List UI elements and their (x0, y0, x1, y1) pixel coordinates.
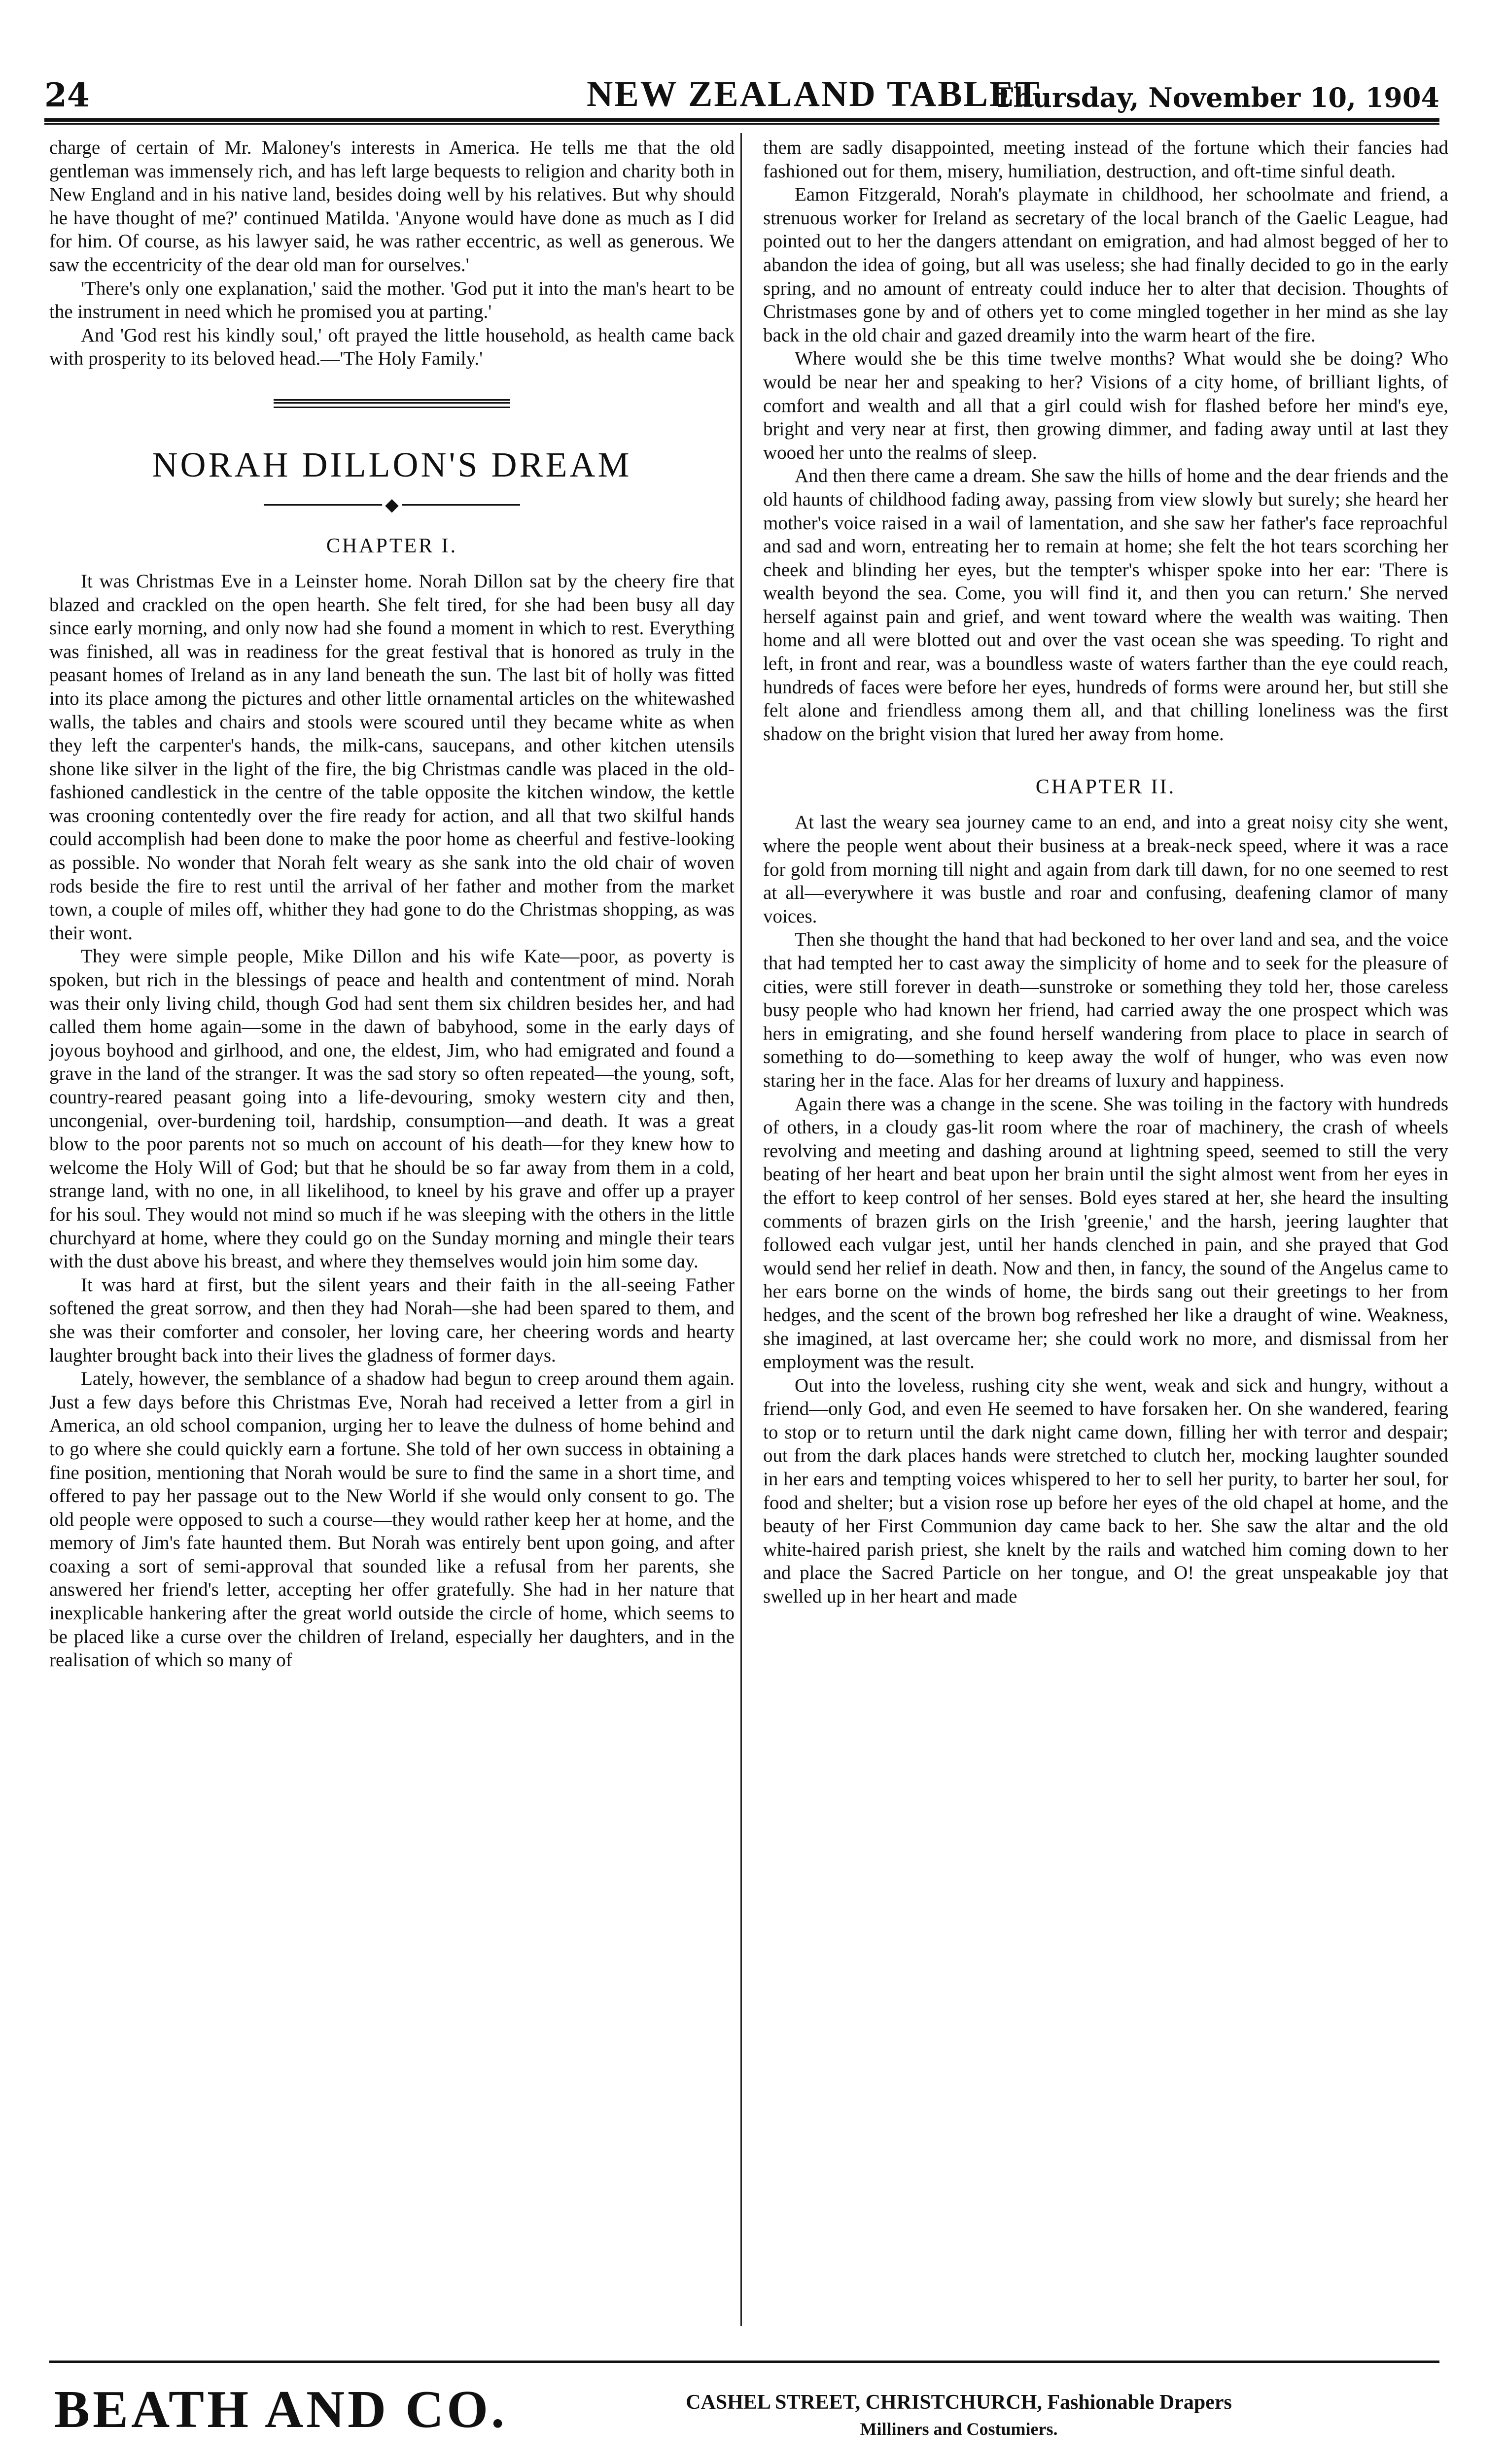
story-paragraph: It was hard at first, but the silent years and their faith in the all-seeing Father softened the great sorrow, and then they had Norah—she had been spared to them, and she was their comforter and consoler, her loving care, her cheering words and hearty laughter brought back into their lives the gladness of former days. (49, 1274, 735, 1366)
right-column (763, 136, 1448, 1608)
column-divider (740, 133, 742, 2326)
story-paragraph: It was Christmas Eve in a Leinster home. Norah Dillon sat by the cheery fire that blazed and crackled on the open hearth. She felt tired, for she had been busy all day since early morning, and only now had she found a moment in which to rest. Everything was finished, all was in readiness for the great festival that is honored as truly in the peasant homes of Ireland as in any land beneath the sun. The last bit of holly was fitted into its place among the pictures and other little ornamental articles on the whitewashed walls, the tables and chairs and stools were scoured until they became white as when they left the carpenter's hands, the milk-cans, saucepans, and other kitchen utensils shone like silver in the light of the fire, the big Christmas candle was placed in the old-fashioned candlestick in the centre of the table opposite the kitchen window, the kettle was crooning contentedly over the fire ready for action, and all that two skilful hands could accomplish had been done to make the poor home as cheerful and festive-looking as possible. No wonder that Norah felt weary as she sank into the old chair of woven rods beside the fire to rest until the arrival of her father and mother from the market town, a couple of miles off, whither they had gone to do the Christmas shopping, as was their wont. (49, 570, 735, 944)
story-paragraph: Where would she be this time twelve months? What would she be doing? Who would be near her and speaking to her? Visions of a city home, of brilliant lights, of comfort and wealth and all that a girl could wish for flashed before her mind's eye, bright and very near at first, then growing dimmer, and fading away until at last they wooed her unto the realms of sleep. (763, 348, 1448, 463)
article-paragraph: 'There's only one explanation,' said the mother. 'God put it into the man's heart to be the instrument in need which he promised you at parting.' (49, 277, 735, 323)
story-paragraph: Again there was a change in the scene. She was toiling in the factory with hundreds of others, in a cloudy gas-lit room where the roar of machinery, the crash of wheels revolving and meeting and dashing around at lightning speed, seemed to still the very beating of her heart and beat upon her brain until the sight almost went from her eyes in the effort to keep control of her senses. Bold eyes stared at her, she heard the insulting comments of brazen girls on the Irish 'greenie,' and the harsh, jeering laughter that followed each vulgar jest, until her hands clenched in pain, and she prayed that God would send her relief in death. Now and then, in fancy, the sound of the Angelus came to her ears borne on the winds of home, the birds sang out their greetings to her from hedges, and the scent of the brown bog refreshed her like a draught of wine. Weakness, she imagined, at last overcame her; she could work no more, and dismissal from her employment was the result. (763, 1093, 1448, 1373)
masthead: NEW ZEALAND TABLET (587, 74, 1041, 114)
advertiser-trade: Milliners and Costumiers. (860, 2419, 1058, 2439)
issue-date: Thursday, November 10, 1904 (993, 82, 1439, 113)
chapter-heading: CHAPTER II. (1035, 776, 1176, 799)
advertiser-address: CASHEL STREET, CHRISTCHURCH, Fashionable Drapers (686, 2391, 1232, 2414)
story-paragraph: Eamon Fitzgerald, Norah's playmate in childhood, her schoolmate and friend, a strenuous worker for Ireland as secretary of the local branch of the Gaelic League, had pointed out to her the dangers attendant on emigration, and had almost begged of her to abandon the idea of going, but all was useless; she had finally decided to go in the early spring, and no amount of entreaty could induce her to alter that decision. Thoughts of Christmases gone by and of others yet to come mingled together in her mind as she lay back in the old chair and gazed dreamily into the warm heart of the fire. (763, 184, 1448, 346)
story-paragraph: At last the weary sea journey came to an end, and into a great noisy city she went, where the people went about their business at a break-neck speed, where it was a race for gold from morning till night and again from dark till dawn, for no one seemed to rest at all—everywhere it was bustle and roar and confusing, deafening clamor of many voices. (763, 812, 1448, 927)
page-header (44, 69, 1439, 122)
page-number: 24 (44, 76, 90, 114)
story-paragraph: And then there came a dream. She saw the hills of home and the dear friends and the old haunts of childhood fading away, passing from view slowly but surely; she heard her mother's voice raised in a wail of lamentation, and she saw her father's face reproachful and sad and worn, entreating her to remain at home; she felt the hot tears scorching her cheek and blinding her eyes, but the tempter's whisper spoke into her ear: 'There is wealth beyond the sea. Come, you will find it, and then you can return.' She nerved herself against pain and grief, and went toward where the wealth was waiting. Then home and all were blotted out and over the vast ocean she was speeding. To right and left, in front and rear, was a boundless waste of waters farther than the eye could reach, hundreds of faces were before her eyes, hundreds of forms were around her, but still she felt alone and friendless among them all, and that chilling loneliness was the first shadow on the bright vision that lured her away from home. (763, 465, 1448, 745)
story-paragraph: Lately, however, the semblance of a shadow had begun to creep around them again. Just a few days before this Christmas Eve, Norah had received a letter from a girl in America, an old school companion, urging her to leave the dulness of home behind and to go where she could quickly earn a fortune. She told of her own success in obtaining a fine position, mentioning that Norah would be sure to find the same in a short time, and offered to pay her passage out to the New World if she would only consent to go. The old people were opposed to such a course—they would rather keep her at home, and the memory of Jim's fate haunted them. But Norah was entirely bent upon going, and after coaxing a sort of semi-approval that sounded like a refusal from her parents, she answered her friend's letter, accepting her offer gratefully. She had in her nature that inexplicable hankering after the great world outside the circle of home, which seems to be placed like a curse over the children of Ireland, especially her daughters, and in the realisation of which so many of (49, 1368, 735, 1671)
story-paragraph: them are sadly disappointed, meeting instead of the fortune which their fancies had fashioned out for them, misery, humiliation, destruction, and oft-time sinful death. (763, 137, 1448, 182)
article-paragraph: And 'God rest his kindly soul,' oft prayed the little household, as health came back with prosperity to its beloved head.—'The Holy Family.' (49, 324, 735, 370)
story-paragraph: They were simple people, Mike Dillon and his wife Kate—poor, as poverty is spoken, but rich in the blessings of peace and health and contentment of mind. Norah was their only living child, though God had sent them six children besides her, and had called them home again—some in the dawn of babyhood, some in the early days of joyous boyhood and girlhood, and one, the eldest, Jim, who had emigrated and found a grave in the land of the stranger. It was the sad story so often repeated—the young, soft, country-reared peasant going into a life-devouring, smoky western city and then, uncongenial, over-burdening toil, hardship, consumption—and death. It was a great blow to the poor parents not so much on account of his death—for they knew how to welcome the Holy Will of God; but that he should be so far away from them in a cold, strange land, with no one, in all likelihood, to kneel by his grave and offer up a prayer for his soul. They would not mind so much if he was sleeping with the others in the little churchyard at home, where they could go on the Sunday morning and mingle their tears with the dust above his breast, and where they themselves would join him some day. (49, 946, 735, 1272)
footer-rule (49, 2361, 1439, 2363)
chapter-heading: CHAPTER I. (326, 534, 458, 557)
advertisement-text (651, 2389, 1267, 2442)
section-divider (274, 399, 510, 408)
title-ornament (264, 496, 520, 513)
story-paragraph: Out into the loveless, rushing city she went, weak and sick and hungry, without a friend—only God, and even He seemed to have forsaken her. On she wandered, fearing to stop or to return until the dark night came down, filling her with terror and despair; out from the dark places hands were stretched to clutch her, mocking laughter sounded in her ears and tempting voices whispered to her to sell her purity, to barter her soul, for food and shelter; but a vision rose up before her eyes of the old chapel at home, and the beauty of her First Communion day came back to her. She saw the altar and the old white-haired parish priest, she knelt by the rails and watched him coming down to her and place the Sacred Particle on her tongue, and O! the great unspeakable joy that swelled up in her heart and made (763, 1374, 1448, 1608)
story-title: NORAH DILLON'S DREAM (152, 445, 632, 484)
story-paragraph: Then she thought the hand that had beckoned to her over land and sea, and the voice that had tempted her to cast away the simplicity of home and to seek for the pleasure of cities, were still forever in death—sunstroke or something they told her, those careless busy people who had known her friend, had carried away the one prospect which was hers in emigrating, and she found herself wandering from place to place in search of something to do—something to keep away the wolf of hunger, who was even now staring her in the face. Alas for her dreams of luxury and happiness. (763, 929, 1448, 1091)
advertiser-name: BEATH AND CO. (54, 2380, 508, 2439)
header-rule (44, 123, 1439, 125)
diamond-icon: ◆ (382, 496, 402, 513)
left-column (49, 136, 735, 1672)
article-paragraph: charge of certain of Mr. Maloney's interests in America. He tells me that the old gentleman was immensely rich, and has left large bequests to religion and charity both in New England and in his native land, besides doing well by his relatives. But why should he have thought of me?' continued Matilda. 'Anyone would have done as much as I did for him. Of course, as his lawyer said, he was rather eccentric, as well as generous. We saw the eccentricity of the dear old man for ourselves.' (49, 137, 735, 275)
